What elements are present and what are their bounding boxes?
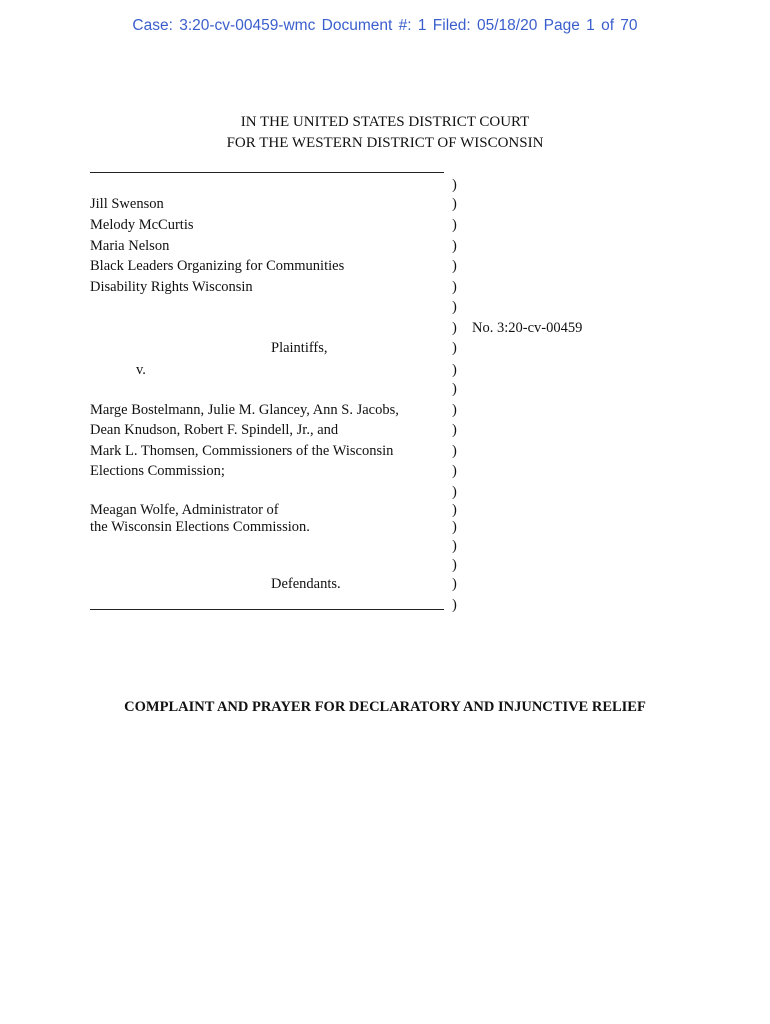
- case-number: No. 3:20-cv-00459: [472, 320, 583, 336]
- caption-top-rule: [90, 172, 444, 173]
- caption-paren: ): [452, 196, 457, 212]
- defendants-label: Defendants.: [271, 576, 341, 592]
- defendant-line: Elections Commission;: [90, 463, 225, 479]
- defendant-line: Mark L. Thomsen, Commissioners of the Wisconsin: [90, 443, 394, 459]
- caption-paren: ): [452, 258, 457, 274]
- document-title: COMPLAINT AND PRAYER FOR DECLARATORY AND INJUNCTIVE RELIEF: [124, 699, 646, 715]
- defendant-line: Meagan Wolfe, Administrator of: [90, 502, 279, 518]
- header-filed: Filed: 05/18/20: [432, 17, 538, 34]
- caption-paren: ): [452, 238, 457, 254]
- caption-paren: ): [452, 340, 457, 356]
- court-name-line-1: IN THE UNITED STATES DISTRICT COURT: [240, 114, 530, 130]
- defendant-line: Dean Knudson, Robert F. Spindell, Jr., and: [90, 422, 339, 438]
- caption-paren: ): [452, 502, 457, 518]
- caption-paren: ): [452, 402, 457, 418]
- caption-bottom-rule: [90, 609, 444, 610]
- caption-paren: ): [452, 177, 457, 193]
- caption-paren: ): [452, 443, 457, 459]
- plaintiff-name: Maria Nelson: [90, 238, 170, 254]
- plaintiff-name: Black Leaders Organizing for Communities: [90, 258, 345, 274]
- header-page: Page 1 of 70: [543, 17, 638, 34]
- caption-paren: ): [452, 463, 457, 479]
- header-case: Case: 3:20-cv-00459-wmc: [132, 17, 316, 34]
- caption-paren: ): [452, 320, 457, 336]
- court-name-line-2: FOR THE WESTERN DISTRICT OF WISCONSIN: [226, 135, 544, 151]
- caption-paren: ): [452, 299, 457, 315]
- caption-paren: ): [452, 538, 457, 554]
- caption-paren: ): [452, 519, 457, 535]
- caption-paren: ): [452, 362, 457, 378]
- versus-label: v.: [136, 362, 146, 378]
- caption-paren: ): [452, 557, 457, 573]
- defendant-line: the Wisconsin Elections Commission.: [90, 519, 310, 535]
- caption-paren: ): [452, 576, 457, 592]
- plaintiffs-label: Plaintiffs,: [271, 340, 328, 356]
- header-document: Document #: 1: [321, 17, 427, 34]
- defendant-line: Marge Bostelmann, Julie M. Glancey, Ann S. Jacobs,: [90, 402, 399, 418]
- plaintiff-name: Jill Swenson: [90, 196, 164, 212]
- caption-paren: ): [452, 597, 457, 613]
- plaintiff-name: Melody McCurtis: [90, 217, 194, 233]
- caption-paren: ): [452, 381, 457, 397]
- caption-paren: ): [452, 422, 457, 438]
- caption-paren: ): [452, 279, 457, 295]
- caption-paren: ): [452, 484, 457, 500]
- caption-paren: ): [452, 217, 457, 233]
- plaintiff-name: Disability Rights Wisconsin: [90, 279, 253, 295]
- case-header: [0, 17, 770, 35]
